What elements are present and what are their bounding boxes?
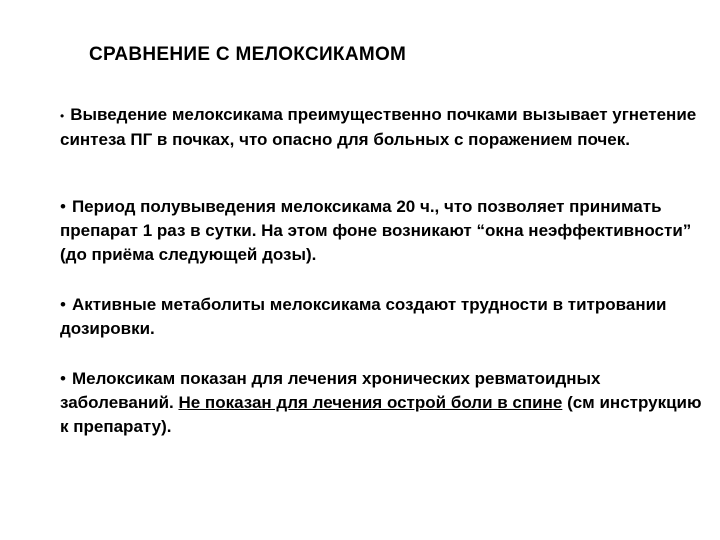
bullet-text-underlined: Не показан для лечения острой боли в спине [178,393,563,412]
bullet-text: Активные метаболиты мелоксикама создают трудности в титровании дозировки. [60,295,667,338]
bullet-marker: • [60,369,66,388]
bullet-item [60,293,708,341]
bullet-text: (см инструкцию к препарату). [60,393,702,436]
bullet-item [60,367,708,439]
bullet-item [60,103,708,152]
bullet-marker: • [60,197,66,216]
bullet-text: Период полувыведения мелоксикама 20 ч., что позволяет принимать препарат 1 раз в сутки. На этом фоне возникают “окна неэффективности” (до приёма следующей дозы). [60,197,692,264]
bullet-marker: • [60,109,65,123]
bullet-item [60,195,708,267]
slide-title: СРАВНЕНИЕ С МЕЛОКСИКАМОМ [89,44,407,65]
bullet-marker: • [60,295,66,314]
bullet-text: Мелоксикам показан для лечения хронических ревматоидных заболеваний. [60,369,601,412]
bullet-text: Выведение мелоксикама преимущественно почками вызывает угнетение синтеза ПГ в почках, что опасно для больных с поражением почек. [60,105,697,149]
